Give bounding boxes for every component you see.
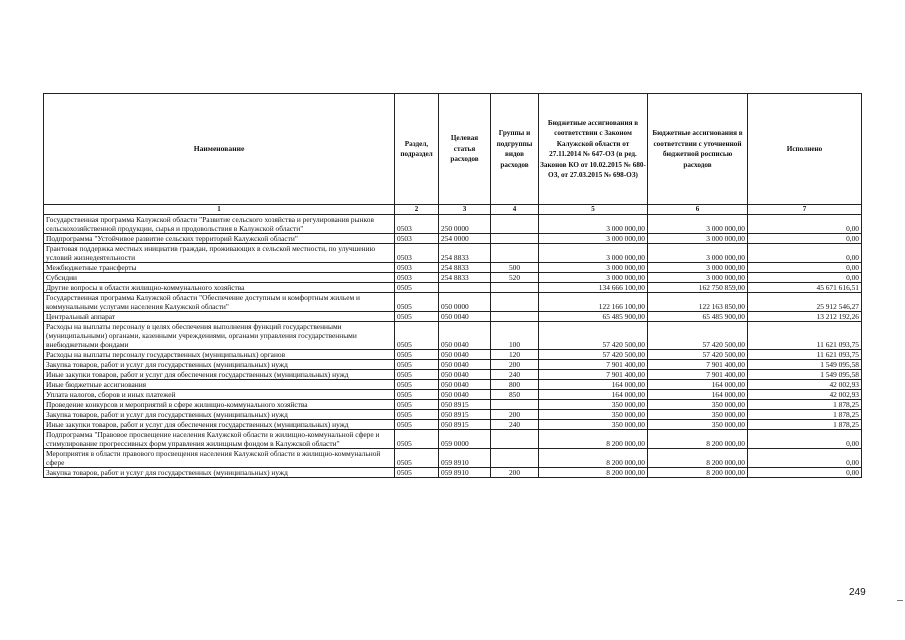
row-law-allocation: 164 000,00 bbox=[539, 390, 648, 400]
header-executed: Исполнено bbox=[748, 94, 862, 205]
header-law-allocations: Бюджетные ассигнования в соответствии с Законом Калужской области от 27.11.2014 № 647-ОЗ (в ред. Законов КО от 10.02.2015 № 680-ОЗ, от 27.03.2015 № 698-ОЗ) bbox=[539, 94, 648, 205]
row-law-allocation: 3 000 000,00 bbox=[539, 263, 648, 273]
row-executed: 0,00 bbox=[748, 273, 862, 283]
row-name: Государственная программа Калужской области "Обеспечение доступным и комфортным жильем и коммунальными услугами населения Калужской области" bbox=[44, 293, 395, 312]
row-revised-allocation: 7 901 400,00 bbox=[648, 360, 748, 370]
row-executed: 1 878,25 bbox=[748, 400, 862, 410]
row-section: 0505 bbox=[395, 449, 439, 468]
table-row bbox=[44, 380, 862, 390]
row-target-article: 050 8915 bbox=[439, 400, 491, 410]
row-name: Проведение конкурсов и мероприятий в сфере жилищно-коммунального хозяйства bbox=[44, 400, 395, 410]
table-row bbox=[44, 449, 862, 468]
table-row bbox=[44, 420, 862, 430]
row-executed: 1 878,25 bbox=[748, 410, 862, 420]
row-executed: 0,00 bbox=[748, 430, 862, 449]
row-revised-allocation: 57 420 500,00 bbox=[648, 350, 748, 360]
column-number: 2 bbox=[395, 205, 439, 215]
row-section: 0505 bbox=[395, 380, 439, 390]
row-expense-group: 100 bbox=[491, 322, 539, 350]
table-body bbox=[44, 215, 862, 478]
row-name: Расходы на выплаты персоналу в целях обеспечения выполнения функций государственными (муниципальными) органами, казенными учреждениями, органами управления государственными внебюджетными фондами bbox=[44, 322, 395, 350]
table-header-row bbox=[44, 94, 862, 205]
table-row bbox=[44, 273, 862, 283]
row-revised-allocation: 7 901 400,00 bbox=[648, 370, 748, 380]
row-name: Подпрограмма "Устойчивое развитие сельских территорий Калужской области" bbox=[44, 234, 395, 244]
row-section: 0505 bbox=[395, 322, 439, 350]
table-row bbox=[44, 215, 862, 234]
row-executed: 1 878,25 bbox=[748, 420, 862, 430]
table-row bbox=[44, 400, 862, 410]
row-section: 0503 bbox=[395, 263, 439, 273]
row-target-article: 059 8910 bbox=[439, 449, 491, 468]
row-name: Иные закупки товаров, работ и услуг для обеспечения государственных (муниципальных) нужд bbox=[44, 370, 395, 380]
row-revised-allocation: 3 000 000,00 bbox=[648, 244, 748, 263]
row-expense-group bbox=[491, 215, 539, 234]
row-name: Субсидии bbox=[44, 273, 395, 283]
row-expense-group bbox=[491, 312, 539, 322]
row-revised-allocation: 164 000,00 bbox=[648, 390, 748, 400]
row-target-article: 254 8833 bbox=[439, 273, 491, 283]
row-target-article: 059 0000 bbox=[439, 430, 491, 449]
row-law-allocation: 164 000,00 bbox=[539, 380, 648, 390]
row-section: 0505 bbox=[395, 430, 439, 449]
row-revised-allocation: 122 163 850,00 bbox=[648, 293, 748, 312]
table-row bbox=[44, 390, 862, 400]
row-name: Грантовая поддержка местных инициатив граждан, проживающих в сельской местности, по улучшению условий жизнедеятельности bbox=[44, 244, 395, 263]
row-executed: 1 549 095,58 bbox=[748, 370, 862, 380]
table-row bbox=[44, 350, 862, 360]
row-executed: 0,00 bbox=[748, 449, 862, 468]
row-target-article: 059 8910 bbox=[439, 468, 491, 478]
row-executed: 0,00 bbox=[748, 468, 862, 478]
row-executed: 11 621 093,75 bbox=[748, 322, 862, 350]
row-expense-group: 240 bbox=[491, 420, 539, 430]
row-expense-group bbox=[491, 234, 539, 244]
row-executed: 42 002,93 bbox=[748, 390, 862, 400]
column-number: 7 bbox=[748, 205, 862, 215]
row-executed: 0,00 bbox=[748, 244, 862, 263]
row-revised-allocation: 350 000,00 bbox=[648, 410, 748, 420]
column-number: 6 bbox=[648, 205, 748, 215]
row-section: 0503 bbox=[395, 244, 439, 263]
row-law-allocation: 350 000,00 bbox=[539, 400, 648, 410]
row-section: 0505 bbox=[395, 390, 439, 400]
row-expense-group: 200 bbox=[491, 410, 539, 420]
row-law-allocation: 8 200 000,00 bbox=[539, 468, 648, 478]
row-section: 0505 bbox=[395, 370, 439, 380]
row-target-article: 050 0000 bbox=[439, 293, 491, 312]
row-section: 0505 bbox=[395, 420, 439, 430]
row-name: Закупка товаров, работ и услуг для государственных (муниципальных) нужд bbox=[44, 360, 395, 370]
row-executed: 42 002,93 bbox=[748, 380, 862, 390]
row-section: 0505 bbox=[395, 293, 439, 312]
row-section: 0505 bbox=[395, 410, 439, 420]
row-expense-group: 240 bbox=[491, 370, 539, 380]
column-number-row bbox=[44, 205, 862, 215]
row-executed: 0,00 bbox=[748, 234, 862, 244]
column-number: 4 bbox=[491, 205, 539, 215]
row-target-article: 050 0040 bbox=[439, 370, 491, 380]
row-name: Подпрограмма "Правовое просвещение населения Калужской области в жилищно-коммунальной сфере и стимулирование прогрессивных форм управления жилищным фондом в Калужской области" bbox=[44, 430, 395, 449]
row-target-article: 050 0040 bbox=[439, 312, 491, 322]
row-expense-group bbox=[491, 449, 539, 468]
row-name: Иные закупки товаров, работ и услуг для обеспечения государственных (муниципальных) нужд bbox=[44, 420, 395, 430]
row-law-allocation: 122 166 100,00 bbox=[539, 293, 648, 312]
row-target-article: 254 0000 bbox=[439, 234, 491, 244]
row-section: 0503 bbox=[395, 273, 439, 283]
row-expense-group bbox=[491, 244, 539, 263]
row-law-allocation: 65 485 900,00 bbox=[539, 312, 648, 322]
table-row bbox=[44, 468, 862, 478]
table-row bbox=[44, 410, 862, 420]
scan-mark bbox=[897, 600, 903, 601]
row-target-article: 050 0040 bbox=[439, 350, 491, 360]
row-revised-allocation: 8 200 000,00 bbox=[648, 468, 748, 478]
column-number: 5 bbox=[539, 205, 648, 215]
row-name: Расходы на выплаты персоналу государственных (муниципальных) органов bbox=[44, 350, 395, 360]
row-revised-allocation: 8 200 000,00 bbox=[648, 430, 748, 449]
row-section: 0503 bbox=[395, 234, 439, 244]
row-target-article: 254 8833 bbox=[439, 263, 491, 273]
table-row bbox=[44, 293, 862, 312]
row-executed: 1 549 095,58 bbox=[748, 360, 862, 370]
row-law-allocation: 350 000,00 bbox=[539, 410, 648, 420]
row-name: Закупка товаров, работ и услуг для государственных (муниципальных) нужд bbox=[44, 410, 395, 420]
row-executed: 45 671 616,51 bbox=[748, 283, 862, 293]
row-target-article: 050 0040 bbox=[439, 322, 491, 350]
column-number: 3 bbox=[439, 205, 491, 215]
row-law-allocation: 8 200 000,00 bbox=[539, 430, 648, 449]
row-name: Государственная программа Калужской области "Развитие сельского хозяйства и регулирования рынков сельскохозяйственной продукции, сырья и продовольствия в Калужской области" bbox=[44, 215, 395, 234]
row-revised-allocation: 3 000 000,00 bbox=[648, 273, 748, 283]
row-section: 0505 bbox=[395, 468, 439, 478]
row-name: Мероприятия в области правового просвещения населения Калужской области в жилищно-коммунальной сфере bbox=[44, 449, 395, 468]
row-law-allocation: 3 000 000,00 bbox=[539, 234, 648, 244]
row-law-allocation: 57 420 500,00 bbox=[539, 322, 648, 350]
table-row bbox=[44, 322, 862, 350]
row-name: Уплата налогов, сборов и иных платежей bbox=[44, 390, 395, 400]
table-row bbox=[44, 263, 862, 273]
table-row bbox=[44, 370, 862, 380]
header-section: Раздел, подраздел bbox=[395, 94, 439, 205]
row-target-article: 254 8833 bbox=[439, 244, 491, 263]
row-name: Межбюджетные трансферты bbox=[44, 263, 395, 273]
row-executed: 13 212 192,26 bbox=[748, 312, 862, 322]
row-revised-allocation: 3 000 000,00 bbox=[648, 215, 748, 234]
row-target-article bbox=[439, 283, 491, 293]
row-executed: 0,00 bbox=[748, 263, 862, 273]
header-name: Наименование bbox=[44, 94, 395, 205]
row-expense-group bbox=[491, 283, 539, 293]
row-law-allocation: 3 000 000,00 bbox=[539, 215, 648, 234]
row-name: Другие вопросы в области жилищно-коммунального хозяйства bbox=[44, 283, 395, 293]
row-revised-allocation: 65 485 900,00 bbox=[648, 312, 748, 322]
row-expense-group: 200 bbox=[491, 360, 539, 370]
row-revised-allocation: 164 000,00 bbox=[648, 380, 748, 390]
row-revised-allocation: 57 420 500,00 bbox=[648, 322, 748, 350]
column-number: 1 bbox=[44, 205, 395, 215]
row-law-allocation: 57 420 500,00 bbox=[539, 350, 648, 360]
row-law-allocation: 3 000 000,00 bbox=[539, 273, 648, 283]
row-section: 0505 bbox=[395, 350, 439, 360]
row-target-article: 250 0000 bbox=[439, 215, 491, 234]
budget-table bbox=[43, 93, 862, 478]
row-expense-group: 200 bbox=[491, 468, 539, 478]
row-revised-allocation: 350 000,00 bbox=[648, 420, 748, 430]
row-expense-group: 120 bbox=[491, 350, 539, 360]
row-expense-group: 800 bbox=[491, 380, 539, 390]
row-name: Закупка товаров, работ и услуг для государственных (муниципальных) нужд bbox=[44, 468, 395, 478]
row-revised-allocation: 3 000 000,00 bbox=[648, 234, 748, 244]
row-executed: 25 912 546,27 bbox=[748, 293, 862, 312]
row-law-allocation: 7 901 400,00 bbox=[539, 360, 648, 370]
page-number: 249 bbox=[849, 587, 866, 598]
row-revised-allocation: 162 750 859,00 bbox=[648, 283, 748, 293]
row-target-article: 050 0040 bbox=[439, 390, 491, 400]
row-name: Иные бюджетные ассигнования bbox=[44, 380, 395, 390]
row-expense-group bbox=[491, 430, 539, 449]
row-law-allocation: 3 000 000,00 bbox=[539, 244, 648, 263]
row-section: 0505 bbox=[395, 360, 439, 370]
table-row bbox=[44, 312, 862, 322]
row-law-allocation: 8 200 000,00 bbox=[539, 449, 648, 468]
row-expense-group bbox=[491, 293, 539, 312]
table-row bbox=[44, 234, 862, 244]
row-name: Центральный аппарат bbox=[44, 312, 395, 322]
row-revised-allocation: 3 000 000,00 bbox=[648, 263, 748, 273]
row-expense-group bbox=[491, 400, 539, 410]
row-section: 0505 bbox=[395, 283, 439, 293]
row-section: 0503 bbox=[395, 215, 439, 234]
table-row bbox=[44, 244, 862, 263]
table-row bbox=[44, 430, 862, 449]
header-revised-allocations: Бюджетные ассигнования в соответствии с уточненной бюджетной росписью расходов bbox=[648, 94, 748, 205]
row-law-allocation: 134 666 100,00 bbox=[539, 283, 648, 293]
row-expense-group: 500 bbox=[491, 263, 539, 273]
header-groups: Группы и подгруппы видов расходов bbox=[491, 94, 539, 205]
row-law-allocation: 350 000,00 bbox=[539, 420, 648, 430]
table-row bbox=[44, 360, 862, 370]
row-target-article: 050 8915 bbox=[439, 410, 491, 420]
row-executed: 0,00 bbox=[748, 215, 862, 234]
row-expense-group: 850 bbox=[491, 390, 539, 400]
row-executed: 11 621 093,75 bbox=[748, 350, 862, 360]
row-revised-allocation: 350 000,00 bbox=[648, 400, 748, 410]
table-row bbox=[44, 283, 862, 293]
row-law-allocation: 7 901 400,00 bbox=[539, 370, 648, 380]
row-expense-group: 520 bbox=[491, 273, 539, 283]
row-target-article: 050 8915 bbox=[439, 420, 491, 430]
row-section: 0505 bbox=[395, 312, 439, 322]
row-section: 0505 bbox=[395, 400, 439, 410]
header-target: Целевая статья расходов bbox=[439, 94, 491, 205]
row-revised-allocation: 8 200 000,00 bbox=[648, 449, 748, 468]
row-target-article: 050 0040 bbox=[439, 360, 491, 370]
row-target-article: 050 0040 bbox=[439, 380, 491, 390]
